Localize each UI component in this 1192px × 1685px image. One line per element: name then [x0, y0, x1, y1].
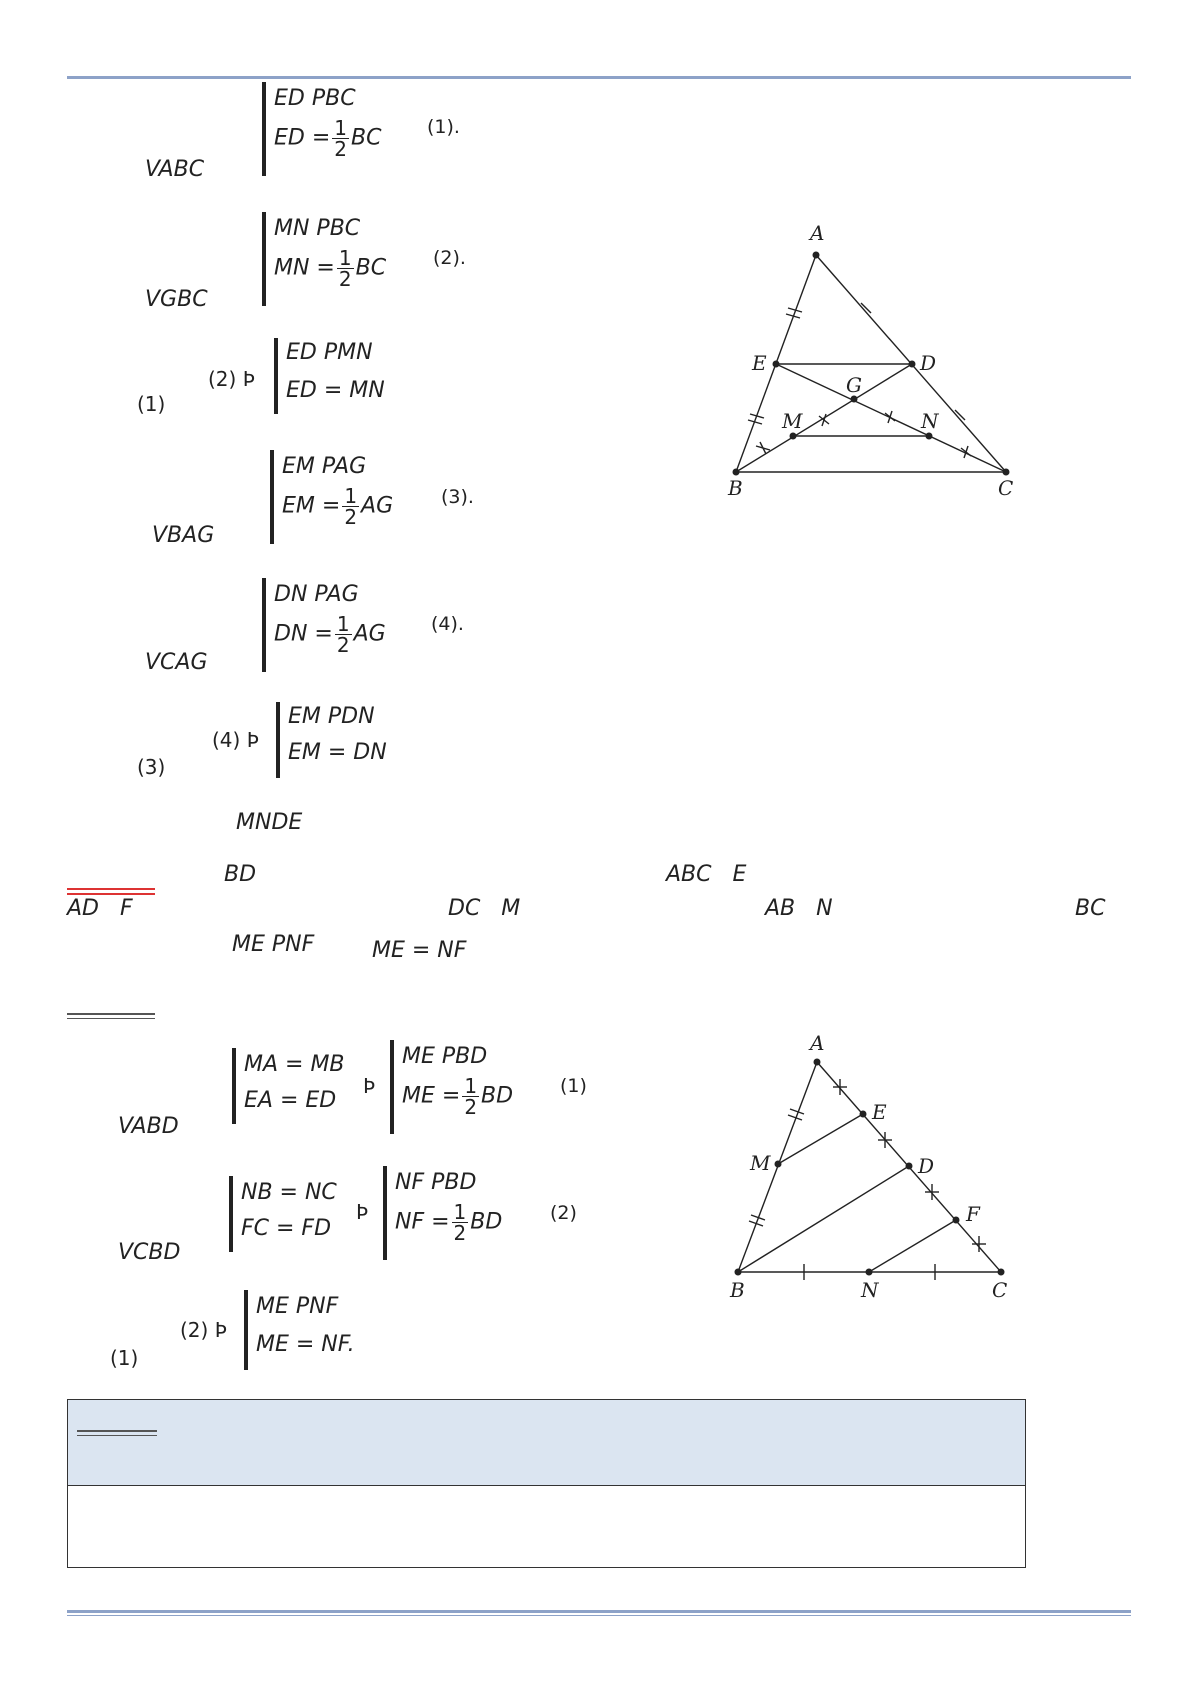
- problem-abc-e: ABC E: [666, 862, 747, 887]
- problem-dc-m: DC M: [448, 896, 521, 921]
- tag-1: (1).: [427, 116, 460, 138]
- fig1-label-a: A: [810, 221, 825, 245]
- fig2-label-b: B: [730, 1278, 745, 1302]
- figure-2: [720, 1025, 1020, 1305]
- problem-me-eq-nf: ME = NF: [372, 938, 467, 963]
- exercise-rule-1: [77, 1430, 157, 1432]
- header-rule: [67, 76, 1131, 79]
- triangle-abc-label: VABC: [145, 157, 205, 182]
- fig2-label-c: C: [992, 1278, 1008, 1302]
- fig1-label-c: C: [998, 476, 1014, 500]
- tag-3: (3).: [441, 486, 474, 508]
- seg-nf: [869, 1220, 956, 1272]
- fig1-label-e: E: [752, 351, 767, 375]
- tag-4: (4).: [431, 613, 464, 635]
- fig1-label-g: G: [846, 373, 862, 397]
- red-rule-1: [67, 888, 155, 890]
- problem-ab-n: AB N: [765, 896, 833, 921]
- red-rule-2: [67, 893, 155, 895]
- triangle-bag-label: VBAG: [152, 523, 215, 548]
- problem-me-pnf: ME PNF: [232, 932, 315, 957]
- solution-rule-1: [67, 1013, 155, 1015]
- fig2-label-n: N: [861, 1278, 879, 1302]
- implies-final: (2) Þ: [180, 1318, 227, 1342]
- ref-1: (1): [137, 392, 166, 416]
- solution-rule-2: [67, 1018, 155, 1019]
- fig1-label-m: M: [782, 409, 803, 433]
- implies-12: (2) Þ: [208, 367, 255, 391]
- figure-1: [720, 220, 1040, 500]
- fig2-label-a: A: [810, 1031, 825, 1055]
- system-1-line-1: ED PBC: [274, 86, 356, 111]
- fig1-label-b: B: [728, 476, 743, 500]
- problem-bc: BC: [1075, 896, 1106, 921]
- exercise-box: [67, 1399, 1026, 1568]
- fig2-label-d: D: [918, 1154, 935, 1178]
- ref-3: (3): [137, 755, 166, 779]
- footer-rule: [67, 1610, 1131, 1613]
- fig1-label-d: D: [920, 351, 937, 375]
- triangle-cbd-label: VCBD: [118, 1240, 181, 1265]
- triangle-cag-label: VCAG: [145, 650, 208, 675]
- quad-label: MNDE: [236, 810, 303, 835]
- exercise-box-header: [68, 1400, 1025, 1486]
- tag-2: (2).: [433, 247, 466, 269]
- part2-tag-1: (1): [560, 1075, 587, 1097]
- implies-cbd: Þ: [356, 1200, 369, 1224]
- part2-tag-2: (2): [550, 1202, 577, 1224]
- triangle-abd-label: VABD: [118, 1114, 179, 1139]
- fig2-label-f: F: [966, 1202, 980, 1226]
- fig2-label-m: M: [750, 1151, 771, 1175]
- part2-ref-1: (1): [110, 1346, 139, 1370]
- problem-ad-f: AD F: [67, 896, 133, 921]
- footer-rule-thin: [67, 1615, 1131, 1616]
- fig1-label-n: N: [921, 409, 939, 433]
- seg-me: [778, 1114, 863, 1164]
- fig2-label-e: E: [872, 1100, 887, 1124]
- triangle-gbc-label: VGBC: [145, 287, 208, 312]
- implies-abd: Þ: [363, 1074, 376, 1098]
- exercise-rule-2: [77, 1435, 157, 1436]
- implies-34: (4) Þ: [212, 728, 259, 752]
- problem-bd: BD: [224, 862, 257, 887]
